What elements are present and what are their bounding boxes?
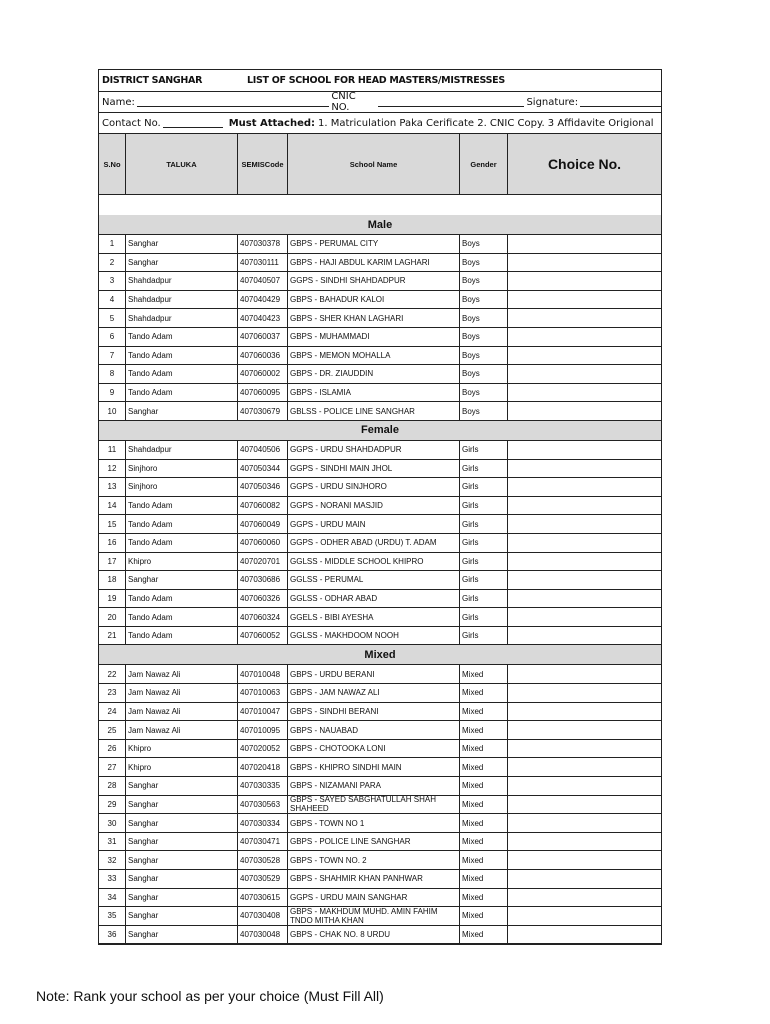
- gender-cell: Girls: [460, 497, 508, 516]
- table-row: [99, 684, 661, 703]
- semis-code-cell: 407050344: [238, 460, 288, 479]
- school-name-cell: GBPS - MUHAMMADI: [288, 328, 460, 347]
- gender-cell: Mixed: [460, 907, 508, 926]
- sno-cell: 7: [99, 347, 126, 366]
- semis-code-cell: 407060095: [238, 384, 288, 403]
- school-name-cell: GGPS - URDU MAIN: [288, 515, 460, 534]
- gender-cell: Mixed: [460, 758, 508, 777]
- taluka-cell: Tando Adam: [126, 328, 238, 347]
- section-heading-mixed: Mixed: [99, 645, 661, 665]
- table-row: [99, 571, 661, 590]
- taluka-cell: Sanghar: [126, 814, 238, 833]
- semis-code-cell: 407010047: [238, 703, 288, 722]
- school-name-cell: GBPS - TOWN NO 1: [288, 814, 460, 833]
- school-name-cell: GBPS - SHAHMIR KHAN PANHWAR: [288, 870, 460, 889]
- sno-cell: 9: [99, 384, 126, 403]
- school-name-cell: GGPS - SINDHI MAIN JHOL: [288, 460, 460, 479]
- footer-note: Note: Rank your school as per your choice (Must Fill All): [36, 988, 384, 1004]
- title-row: [99, 70, 661, 92]
- taluka-cell: Sanghar: [126, 907, 238, 926]
- sno-cell: 20: [99, 608, 126, 627]
- gender-cell: Girls: [460, 627, 508, 646]
- table-row: [99, 833, 661, 852]
- choice-no-field[interactable]: [508, 515, 661, 534]
- school-name-cell: GGLSS - MAKHDOOM NOOH: [288, 627, 460, 646]
- semis-code-cell: 407060049: [238, 515, 288, 534]
- taluka-cell: Sanghar: [126, 777, 238, 796]
- school-name-cell: GBPS - KHIPRO SINDHI MAIN: [288, 758, 460, 777]
- table-row: [99, 703, 661, 722]
- sno-cell: 3: [99, 272, 126, 291]
- table-row: [99, 590, 661, 609]
- school-name-cell: GBPS - BAHADUR KALOI: [288, 291, 460, 310]
- table-row: [99, 889, 661, 908]
- semis-code-cell: 407060082: [238, 497, 288, 516]
- school-name-cell: GBPS - NIZAMANI PARA: [288, 777, 460, 796]
- page-title: LIST OF SCHOOL FOR HEAD MASTERS/MISTRESSES: [247, 75, 505, 86]
- section-heading-male: Male: [99, 215, 661, 235]
- semis-code-cell: 407060324: [238, 608, 288, 627]
- school-name-cell: GGPS - URDU SINJHORO: [288, 478, 460, 497]
- gender-cell: Boys: [460, 235, 508, 254]
- table-row: [99, 365, 661, 384]
- sno-cell: 29: [99, 796, 126, 815]
- semis-code-cell: 407010063: [238, 684, 288, 703]
- gender-cell: Girls: [460, 571, 508, 590]
- gender-cell: Mixed: [460, 851, 508, 870]
- sno-cell: 11: [99, 441, 126, 460]
- table-row: [99, 926, 661, 945]
- table-row: [99, 460, 661, 479]
- contact-label: Contact No.: [102, 117, 161, 129]
- school-name-cell: GBPS - NAUABAD: [288, 721, 460, 740]
- taluka-cell: Tando Adam: [126, 590, 238, 609]
- school-name-cell: GGPS - NORANI MASJID: [288, 497, 460, 516]
- gender-cell: Girls: [460, 608, 508, 627]
- choice-no-field[interactable]: [508, 889, 661, 908]
- taluka-cell: Shahdadpur: [126, 291, 238, 310]
- school-name-cell: GBPS - SAYED SABGHATULLAH SHAH SHAHEED: [288, 796, 460, 815]
- gender-cell: Boys: [460, 384, 508, 403]
- taluka-cell: Tando Adam: [126, 384, 238, 403]
- choice-no-field[interactable]: [508, 684, 661, 703]
- choice-no-field[interactable]: [508, 721, 661, 740]
- gender-cell: Boys: [460, 272, 508, 291]
- gender-cell: Mixed: [460, 665, 508, 684]
- col-semis-code: SEMISCode: [238, 134, 288, 194]
- sno-cell: 28: [99, 777, 126, 796]
- school-name-cell: GGPS - ODHER ABAD (URDU) T. ADAM: [288, 534, 460, 553]
- gender-cell: Mixed: [460, 926, 508, 945]
- choice-no-field[interactable]: [508, 627, 661, 646]
- sno-cell: 21: [99, 627, 126, 646]
- choice-no-field[interactable]: [508, 703, 661, 722]
- gender-cell: Mixed: [460, 814, 508, 833]
- table-row: [99, 272, 661, 291]
- gender-cell: Girls: [460, 441, 508, 460]
- column-header-row: [99, 134, 661, 195]
- semis-code-cell: 407060326: [238, 590, 288, 609]
- choice-no-field[interactable]: [508, 870, 661, 889]
- header-spacer: [99, 195, 661, 215]
- taluka-cell: Tando Adam: [126, 515, 238, 534]
- gender-cell: Girls: [460, 460, 508, 479]
- table-row: [99, 907, 661, 926]
- sno-cell: 18: [99, 571, 126, 590]
- gender-cell: Girls: [460, 553, 508, 572]
- school-name-cell: GBPS - HAJI ABDUL KARIM LAGHARI: [288, 254, 460, 273]
- school-name-cell: GBPS - MEMON MOHALLA: [288, 347, 460, 366]
- table-row: [99, 777, 661, 796]
- table-row: [99, 515, 661, 534]
- semis-code-cell: 407020052: [238, 740, 288, 759]
- taluka-cell: Sanghar: [126, 926, 238, 945]
- taluka-cell: Jam Nawaz Ali: [126, 684, 238, 703]
- choice-no-field[interactable]: [508, 460, 661, 479]
- taluka-cell: Tando Adam: [126, 497, 238, 516]
- district-label: DISTRICT SANGHAR: [102, 75, 203, 86]
- sno-cell: 34: [99, 889, 126, 908]
- gender-cell: Mixed: [460, 870, 508, 889]
- table-row: [99, 328, 661, 347]
- col-school-name: School Name: [288, 134, 460, 194]
- sno-cell: 1: [99, 235, 126, 254]
- taluka-cell: Sanghar: [126, 235, 238, 254]
- choice-no-field[interactable]: [508, 309, 661, 328]
- taluka-cell: Khipro: [126, 758, 238, 777]
- semis-code-cell: 407060037: [238, 328, 288, 347]
- school-name-cell: GBPS - CHOTOOKA LONI: [288, 740, 460, 759]
- choice-no-field[interactable]: [508, 291, 661, 310]
- school-name-cell: GBPS - SINDHI BERANI: [288, 703, 460, 722]
- sno-cell: 17: [99, 553, 126, 572]
- sno-cell: 4: [99, 291, 126, 310]
- sno-cell: 5: [99, 309, 126, 328]
- semis-code-cell: 407030378: [238, 235, 288, 254]
- table-row: [99, 291, 661, 310]
- table-row: [99, 721, 661, 740]
- table-row: [99, 534, 661, 553]
- table-row: [99, 553, 661, 572]
- semis-code-cell: 407040429: [238, 291, 288, 310]
- semis-code-cell: 407030408: [238, 907, 288, 926]
- must-attached-text: 1. Matriculation Paka Cerificate 2. CNIC Copy. 3 Affidavite Origional: [318, 117, 654, 129]
- table-row: [99, 309, 661, 328]
- gender-cell: Mixed: [460, 889, 508, 908]
- choice-no-field[interactable]: [508, 553, 661, 572]
- semis-code-cell: 407060060: [238, 534, 288, 553]
- school-name-cell: GBPS - MAKHDUM MUHD. AMIN FAHIM TNDO MITHA KHAN: [288, 907, 460, 926]
- semis-code-cell: 407030528: [238, 851, 288, 870]
- table-row: [99, 627, 661, 646]
- gender-cell: Girls: [460, 515, 508, 534]
- choice-no-field[interactable]: [508, 851, 661, 870]
- gender-cell: Mixed: [460, 833, 508, 852]
- semis-code-cell: 407050346: [238, 478, 288, 497]
- taluka-cell: Tando Adam: [126, 347, 238, 366]
- gender-cell: Mixed: [460, 684, 508, 703]
- choice-no-field[interactable]: [508, 384, 661, 403]
- col-choice-no: Choice No.: [547, 156, 622, 172]
- semis-code-cell: 407030111: [238, 254, 288, 273]
- taluka-cell: Shahdadpur: [126, 272, 238, 291]
- gender-cell: Girls: [460, 534, 508, 553]
- signature-label: Signature:: [526, 96, 579, 108]
- table-row: [99, 478, 661, 497]
- taluka-cell: Tando Adam: [126, 365, 238, 384]
- cnic-label: CNIC NO.: [331, 91, 356, 113]
- school-name-cell: GBPS - JAM NAWAZ ALI: [288, 684, 460, 703]
- gender-cell: Mixed: [460, 740, 508, 759]
- gender-cell: Mixed: [460, 721, 508, 740]
- choice-no-field[interactable]: [508, 441, 661, 460]
- choice-no-field[interactable]: [508, 608, 661, 627]
- sno-cell: 6: [99, 328, 126, 347]
- choice-no-field[interactable]: [508, 740, 661, 759]
- school-name-cell: GBPS - POLICE LINE SANGHAR: [288, 833, 460, 852]
- choice-no-field[interactable]: [508, 478, 661, 497]
- col-taluka: TALUKA: [126, 134, 238, 194]
- semis-code-cell: 407030615: [238, 889, 288, 908]
- choice-no-field[interactable]: [508, 235, 661, 254]
- taluka-cell: Khipro: [126, 553, 238, 572]
- semis-code-cell: 407030471: [238, 833, 288, 852]
- name-field[interactable]: [137, 97, 329, 107]
- table-row: [99, 851, 661, 870]
- gender-cell: Boys: [460, 309, 508, 328]
- table-row: [99, 384, 661, 403]
- sno-cell: 24: [99, 703, 126, 722]
- sno-cell: 15: [99, 515, 126, 534]
- gender-cell: Boys: [460, 254, 508, 273]
- semis-code-cell: 407060036: [238, 347, 288, 366]
- choice-no-field[interactable]: [508, 590, 661, 609]
- sno-cell: 2: [99, 254, 126, 273]
- semis-code-cell: 407040507: [238, 272, 288, 291]
- choice-no-field[interactable]: [508, 402, 661, 421]
- choice-no-field[interactable]: [508, 328, 661, 347]
- choice-no-field[interactable]: [508, 665, 661, 684]
- gender-cell: Boys: [460, 291, 508, 310]
- table-row: [99, 441, 661, 460]
- sno-cell: 19: [99, 590, 126, 609]
- taluka-cell: Sanghar: [126, 833, 238, 852]
- choice-no-field[interactable]: [508, 796, 661, 815]
- semis-code-cell: 407030686: [238, 571, 288, 590]
- choice-no-field[interactable]: [508, 814, 661, 833]
- school-name-cell: GGELS - BIBI AYESHA: [288, 608, 460, 627]
- gender-cell: Boys: [460, 365, 508, 384]
- semis-code-cell: 407030563: [238, 796, 288, 815]
- taluka-cell: Sanghar: [126, 870, 238, 889]
- gender-cell: Girls: [460, 590, 508, 609]
- sno-cell: 27: [99, 758, 126, 777]
- sno-cell: 14: [99, 497, 126, 516]
- gender-cell: Mixed: [460, 796, 508, 815]
- col-sno: S.No: [99, 134, 126, 194]
- choice-no-field[interactable]: [508, 365, 661, 384]
- taluka-cell: Sanghar: [126, 796, 238, 815]
- taluka-cell: Sinjhoro: [126, 478, 238, 497]
- gender-cell: Boys: [460, 328, 508, 347]
- table-row: [99, 740, 661, 759]
- taluka-cell: Jam Nawaz Ali: [126, 703, 238, 722]
- table-row: [99, 347, 661, 366]
- semis-code-cell: 407040423: [238, 309, 288, 328]
- table-body: [99, 195, 661, 944]
- table-row: [99, 608, 661, 627]
- sno-cell: 16: [99, 534, 126, 553]
- choice-no-field[interactable]: [508, 571, 661, 590]
- choice-no-field[interactable]: [508, 254, 661, 273]
- sno-cell: 32: [99, 851, 126, 870]
- taluka-cell: Sanghar: [126, 889, 238, 908]
- name-label: Name:: [102, 96, 135, 108]
- contact-field[interactable]: [163, 118, 223, 128]
- cnic-field[interactable]: [378, 97, 524, 107]
- taluka-cell: Sanghar: [126, 571, 238, 590]
- sno-cell: 23: [99, 684, 126, 703]
- semis-code-cell: 407030529: [238, 870, 288, 889]
- taluka-cell: Sanghar: [126, 402, 238, 421]
- taluka-cell: Khipro: [126, 740, 238, 759]
- gender-cell: Boys: [460, 347, 508, 366]
- school-name-cell: GBLSS - POLICE LINE SANGHAR: [288, 402, 460, 421]
- table-row: [99, 665, 661, 684]
- gender-cell: Mixed: [460, 703, 508, 722]
- semis-code-cell: 407020418: [238, 758, 288, 777]
- sno-cell: 35: [99, 907, 126, 926]
- taluka-cell: Jam Nawaz Ali: [126, 665, 238, 684]
- school-list-sheet: [98, 69, 662, 945]
- sno-cell: 26: [99, 740, 126, 759]
- sno-cell: 12: [99, 460, 126, 479]
- choice-no-field[interactable]: [508, 347, 661, 366]
- name-row: [99, 92, 661, 113]
- taluka-cell: Tando Adam: [126, 534, 238, 553]
- sno-cell: 13: [99, 478, 126, 497]
- gender-cell: Mixed: [460, 777, 508, 796]
- semis-code-cell: 407030048: [238, 926, 288, 945]
- sno-cell: 8: [99, 365, 126, 384]
- table-row: [99, 254, 661, 273]
- choice-no-field[interactable]: [508, 272, 661, 291]
- school-name-cell: GGLSS - ODHAR ABAD: [288, 590, 460, 609]
- choice-no-field[interactable]: [508, 926, 661, 945]
- col-gender: Gender: [460, 134, 508, 194]
- semis-code-cell: 407030679: [238, 402, 288, 421]
- semis-code-cell: 407040506: [238, 441, 288, 460]
- school-name-cell: GGPS - URDU MAIN SANGHAR: [288, 889, 460, 908]
- school-name-cell: GBPS - SHER KHAN LAGHARI: [288, 309, 460, 328]
- table-row: [99, 402, 661, 421]
- semis-code-cell: 407060002: [238, 365, 288, 384]
- section-heading-female: Female: [99, 421, 661, 441]
- school-name-cell: GBPS - PERUMAL CITY: [288, 235, 460, 254]
- taluka-cell: Sanghar: [126, 254, 238, 273]
- school-name-cell: GGPS - SINDHI SHAHDADPUR: [288, 272, 460, 291]
- choice-no-field[interactable]: [508, 497, 661, 516]
- semis-code-cell: 407010048: [238, 665, 288, 684]
- table-row: [99, 796, 661, 815]
- choice-no-field[interactable]: [508, 777, 661, 796]
- sno-cell: 33: [99, 870, 126, 889]
- sno-cell: 22: [99, 665, 126, 684]
- taluka-cell: Sinjhoro: [126, 460, 238, 479]
- taluka-cell: Shahdadpur: [126, 309, 238, 328]
- table-row: [99, 814, 661, 833]
- school-name-cell: GGLSS - PERUMAL: [288, 571, 460, 590]
- semis-code-cell: 407010095: [238, 721, 288, 740]
- choice-no-field[interactable]: [508, 833, 661, 852]
- gender-cell: Girls: [460, 478, 508, 497]
- sno-cell: 25: [99, 721, 126, 740]
- table-row: [99, 870, 661, 889]
- school-name-cell: GBPS - CHAK NO. 8 URDU: [288, 926, 460, 945]
- taluka-cell: Shahdadpur: [126, 441, 238, 460]
- sno-cell: 10: [99, 402, 126, 421]
- signature-field[interactable]: [580, 97, 661, 107]
- school-name-cell: GBPS - URDU BERANI: [288, 665, 460, 684]
- school-name-cell: GBPS - ISLAMIA: [288, 384, 460, 403]
- must-attached-label: Must Attached:: [228, 117, 316, 129]
- choice-no-field[interactable]: [508, 907, 661, 926]
- taluka-cell: Sanghar: [126, 851, 238, 870]
- school-name-cell: GBPS - DR. ZIAUDDIN: [288, 365, 460, 384]
- table-row: [99, 758, 661, 777]
- semis-code-cell: 407030334: [238, 814, 288, 833]
- gender-cell: Boys: [460, 402, 508, 421]
- sno-cell: 30: [99, 814, 126, 833]
- school-name-cell: GBPS - TOWN NO. 2: [288, 851, 460, 870]
- semis-code-cell: 407020701: [238, 553, 288, 572]
- school-name-cell: GGLSS - MIDDLE SCHOOL KHIPRO: [288, 553, 460, 572]
- sno-cell: 36: [99, 926, 126, 945]
- taluka-cell: Jam Nawaz Ali: [126, 721, 238, 740]
- semis-code-cell: 407060052: [238, 627, 288, 646]
- school-name-cell: GGPS - URDU SHAHDADPUR: [288, 441, 460, 460]
- sno-cell: 31: [99, 833, 126, 852]
- contact-row: [99, 113, 661, 134]
- choice-no-field[interactable]: [508, 758, 661, 777]
- taluka-cell: Tando Adam: [126, 627, 238, 646]
- choice-no-field[interactable]: [508, 534, 661, 553]
- table-row: [99, 235, 661, 254]
- table-row: [99, 497, 661, 516]
- semis-code-cell: 407030335: [238, 777, 288, 796]
- taluka-cell: Tando Adam: [126, 608, 238, 627]
